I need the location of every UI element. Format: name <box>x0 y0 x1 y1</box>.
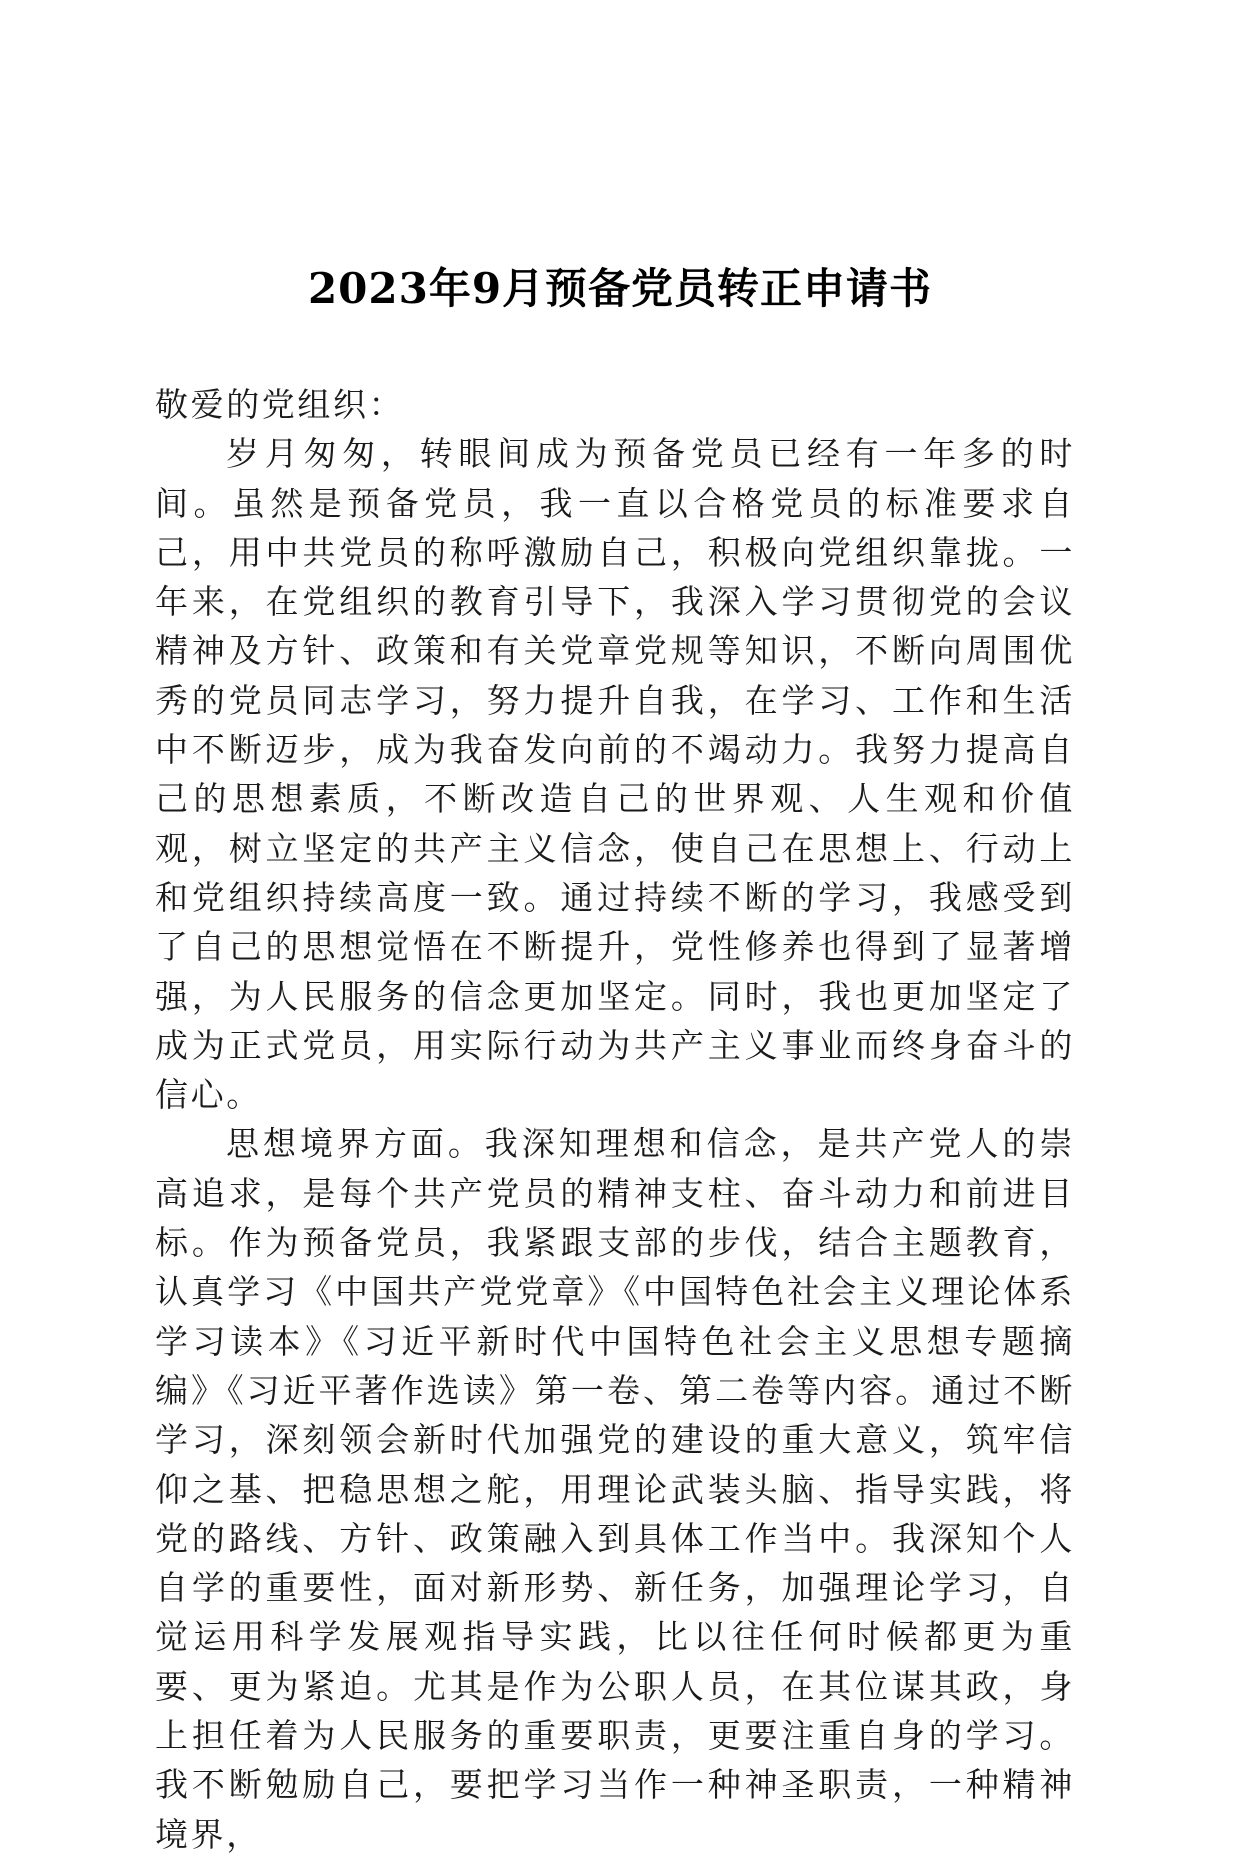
paragraph: 岁月匆匆，转眼间成为预备党员已经有一年多的时间。虽然是预备党员，我一直以合格党员的标准要求自己，用中共党员的称呼激励自己，积极向党组织靠拢。一年来，在党组织的教育引导下，我深入学习贯彻党的会议精神及方针、政策和有关党章党规等知识，不断向周围优秀的党员同志学习，努力提升自我，在学习、工作和生活中不断迈步，成为我奋发向前的不竭动力。我努力提高自己的思想素质，不断改造自己的世界观、人生观和价值观，树立坚定的共产主义信念，使自己在思想上、行动上和党组织持续高度一致。通过持续不断的学习，我感受到了自己的思想觉悟在不断提升，党性修养也得到了显著增强，为人民服务的信念更加坚定。同时，我也更加坚定了成为正式党员，用实际行动为共产主义事业而终身奋斗的信心。 <box>155 434 1075 1115</box>
document-body <box>155 380 1075 1859</box>
document-title: 2023年9月预备党员转正申请书 <box>307 264 933 313</box>
paragraph: 思想境界方面。我深知理想和信念，是共产党人的崇高追求，是每个共产党员的精神支柱、奋斗动力和前进目标。作为预备党员，我紧跟支部的步伐，结合主题教育，认真学习《中国共产党党章》《中国特色社会主义理论体系学习读本》《习近平新时代中国特色社会主义思想专题摘编》《习近平著作选读》第一卷、第二卷等内容。通过不断学习，深刻领会新时代加强党的建设的重大意义，筑牢信仰之基、把稳思想之舵，用理论武装头脑、指导实践，将党的路线、方针、政策融入到具体工作当中。我深知个人自学的重要性，面对新形势、新任务，加强理论学习，自觉运用科学发展观指导实践，比以往任何时候都更为重要、更为紧迫。尤其是作为公职人员，在其位谋其政，身上担任着为人民服务的重要职责，更要注重自身的学习。我不断勉励自己，要把学习当作一种神圣职责，一种精神境界， <box>155 1124 1075 1854</box>
salutation: 敬爱的党组织： <box>155 385 405 424</box>
